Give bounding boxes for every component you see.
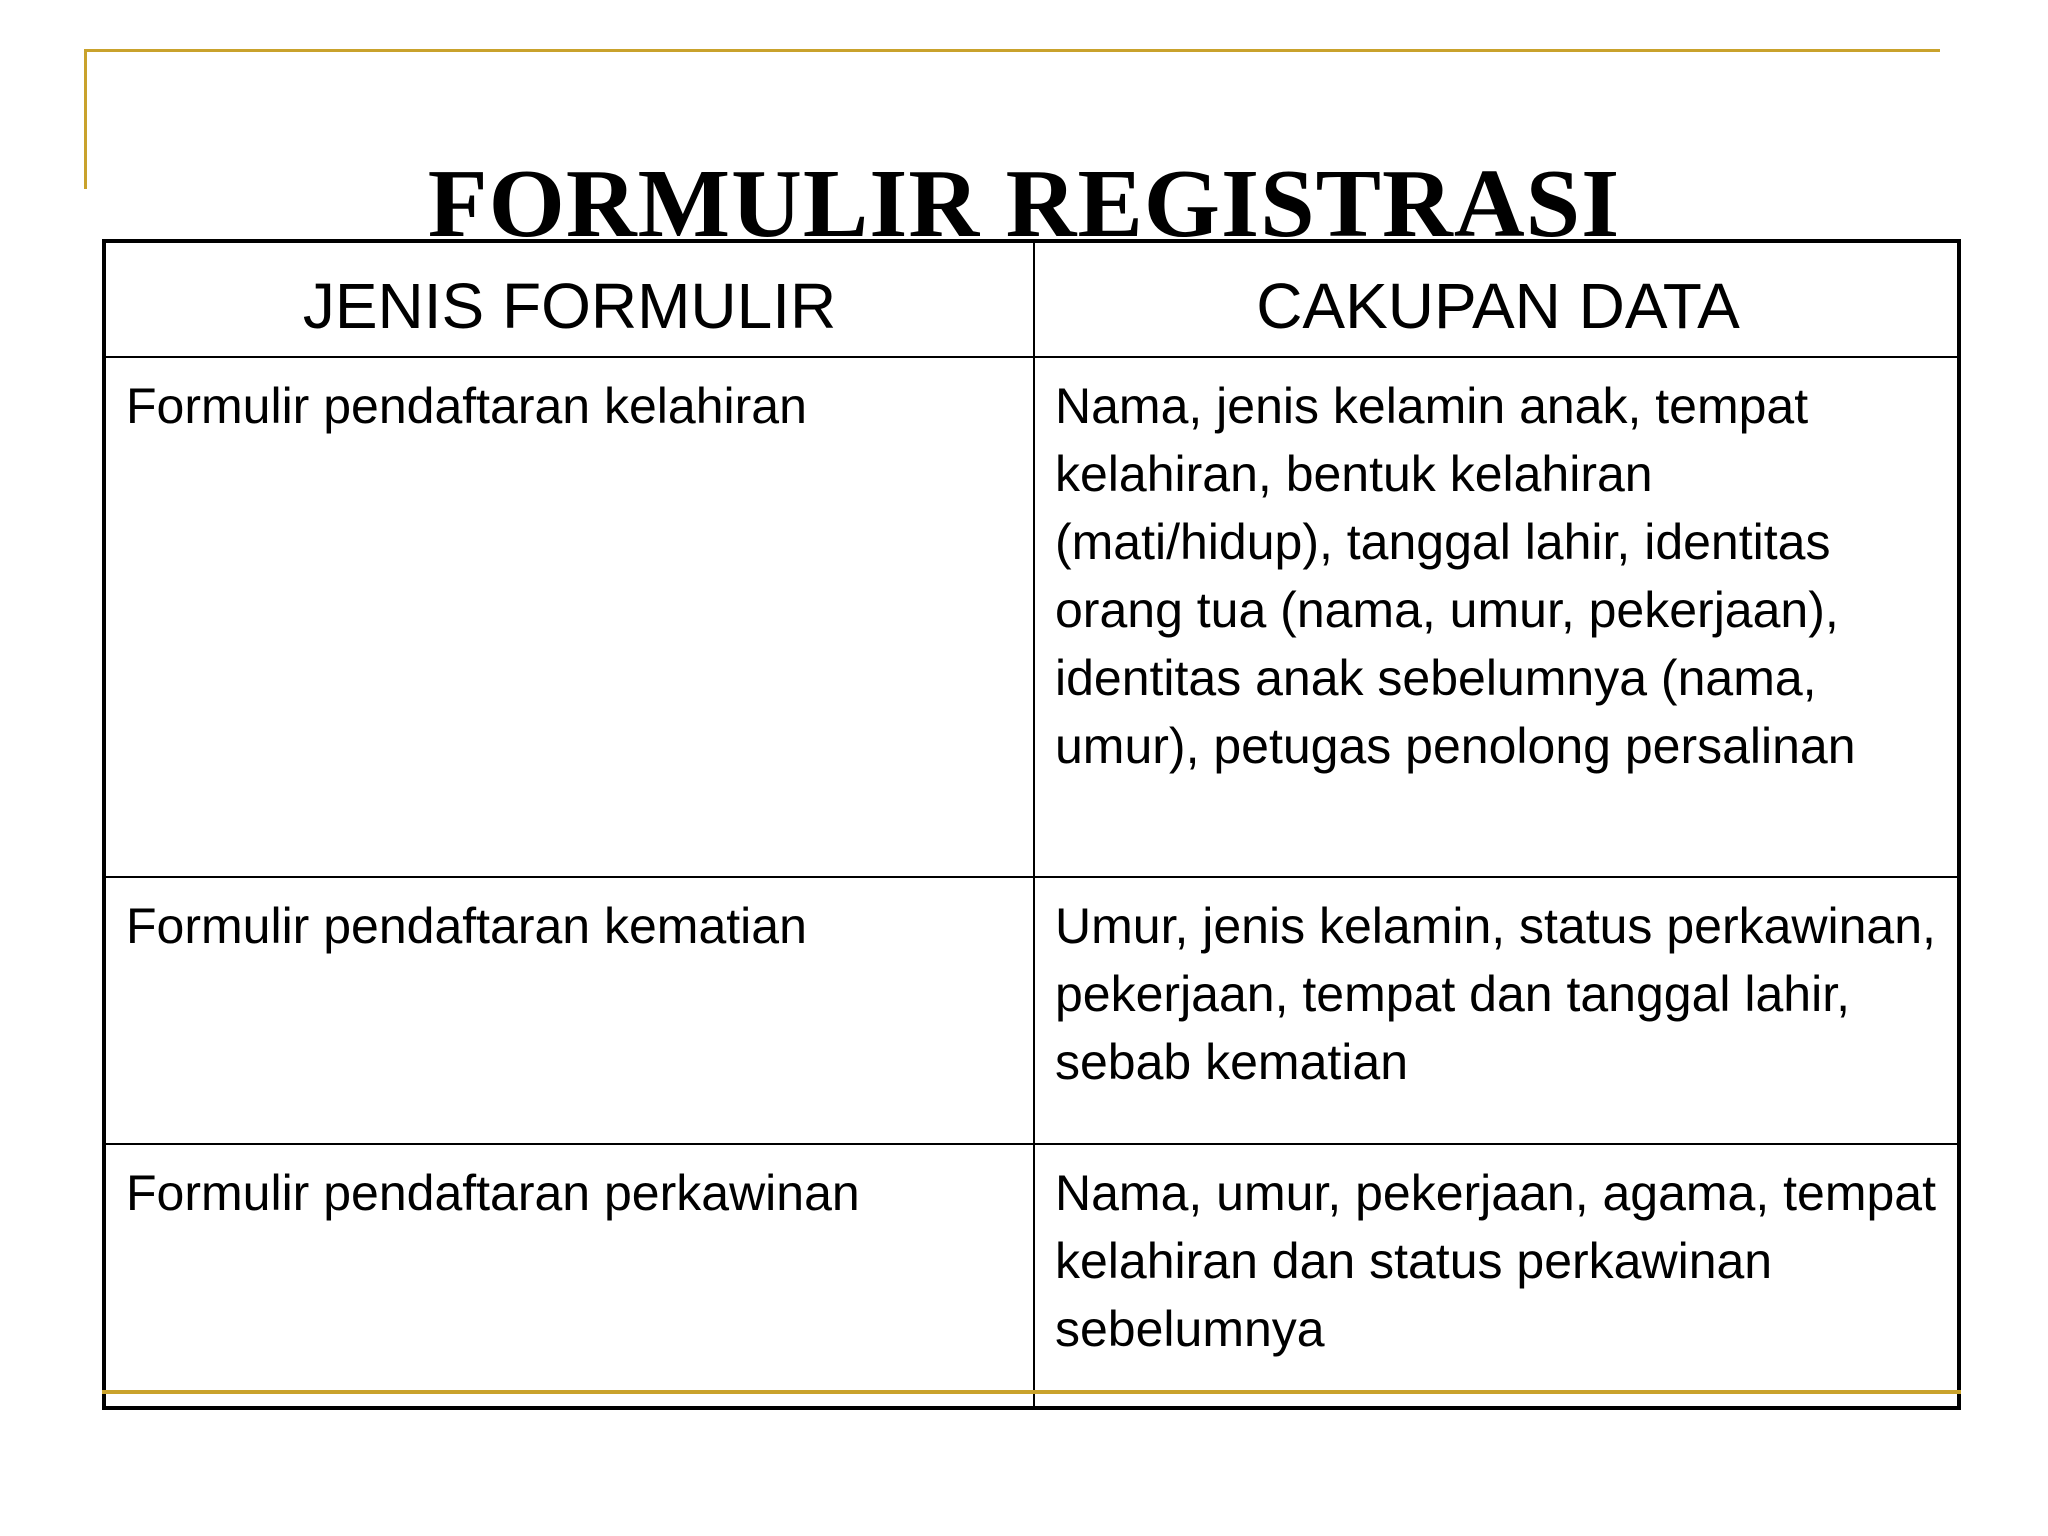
header-jenis-formulir: JENIS FORMULIR <box>106 243 1034 357</box>
cell-cakupan: Umur, jenis kelamin, status perkawinan, pekerjaan, tempat dan tanggal lahir, sebab kematian <box>1034 877 1961 1144</box>
table-row <box>106 357 1961 877</box>
table-header-row <box>106 243 1961 357</box>
cell-cakupan: Nama, jenis kelamin anak, tempat kelahiran, bentuk kelahiran (mati/hidup), tanggal lahir, identitas orang tua (nama, umur, pekerjaan), identitas anak sebelumnya (nama, umur), petugas penolong persalinan <box>1034 357 1961 877</box>
table-row <box>106 1144 1961 1406</box>
registration-table <box>102 239 1961 1410</box>
cell-jenis: Formulir pendaftaran perkawinan <box>106 1144 1034 1406</box>
header-cakupan-data: CAKUPAN DATA <box>1034 243 1961 357</box>
cell-jenis: Formulir pendaftaran kematian <box>106 877 1034 1144</box>
cell-jenis: Formulir pendaftaran kelahiran <box>106 357 1034 877</box>
slide-title: FORMULIR REGISTRASI <box>427 149 1621 258</box>
cell-cakupan: Nama, umur, pekerjaan, agama, tempat kelahiran dan status perkawinan sebelumnya <box>1034 1144 1961 1406</box>
table-row <box>106 877 1961 1144</box>
accent-line-bottom <box>102 1390 1961 1394</box>
accent-line-top <box>84 49 1940 52</box>
